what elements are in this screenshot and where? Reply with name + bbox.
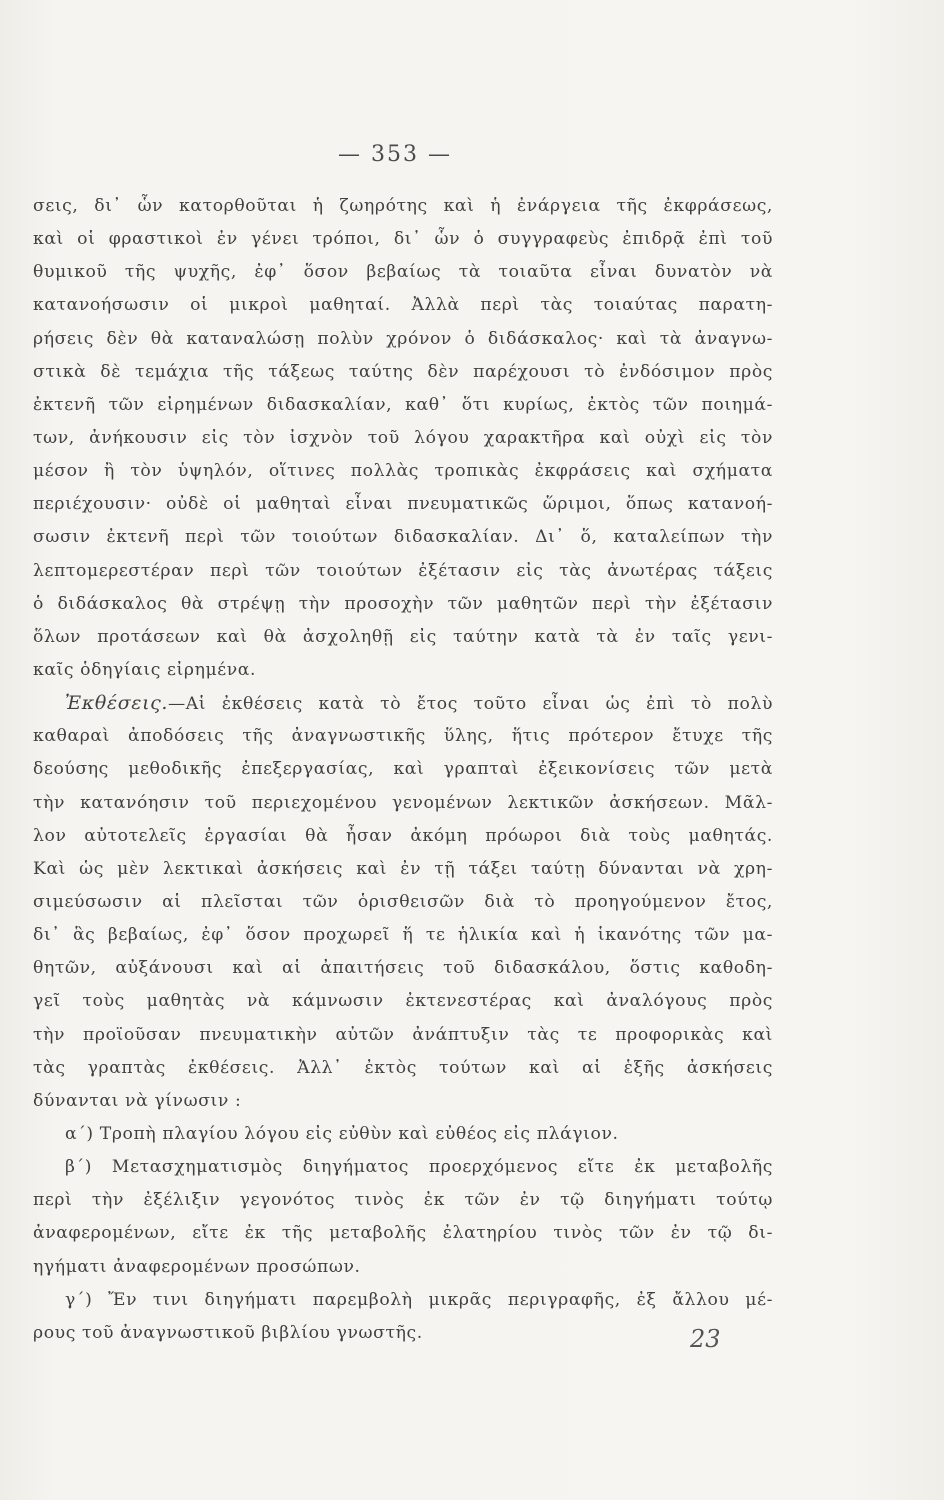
list-item: β΄) Μετασχηματισμὸς διηγήματος προερχόμενος εἴτε ἐκ μεταβολῆς bbox=[65, 1157, 773, 1178]
text-line: ηγήματι ἀναφερομένων προσώπων. bbox=[33, 1256, 361, 1277]
text-line: τὴν προϊοῦσαν πνευματικὴν αὐτῶν ἀνάπτυξιν τὰς τε προφορικὰς καὶ bbox=[33, 1024, 773, 1045]
text-line: κατανοήσωσιν οἱ μικροὶ μαθηταί. Ἀλλὰ περὶ τὰς τοιαύτας παρατη- bbox=[33, 295, 773, 316]
text-line: ὅλων προτάσεων καὶ θὰ ἀσχοληθῇ εἰς ταύτην κατὰ τὰ ἐν ταῖς γενι- bbox=[33, 626, 773, 647]
page-number: — 353 — bbox=[338, 142, 452, 167]
text-line: θητῶν, αὐξάνουσι καὶ αἱ ἀπαιτήσεις τοῦ διδασκάλου, ὅστις καθοδη- bbox=[33, 958, 773, 979]
text-line: σιμεύσωσιν αἱ πλεῖσται τῶν ὁρισθεισῶν διὰ τὸ προηγούμενον ἔτος, bbox=[33, 891, 773, 912]
section-heading-line bbox=[33, 687, 773, 720]
text-line: μέσον ἢ τὸν ὑψηλόν, οἵτινες πολλὰς τροπικὰς ἐκφράσεις καὶ σχήματα bbox=[33, 461, 773, 482]
section-heading-text: —Αἱ ἐκθέσεις κατὰ τὸ ἔτος τοῦτο εἶναι ὡς ἐπὶ τὸ πολὺ bbox=[168, 694, 773, 715]
body-text bbox=[33, 190, 773, 1350]
text-line: Καὶ ὡς μὲν λεκτικαὶ ἀσκήσεις καὶ ἐν τῇ τάξει ταύτῃ δύνανται νὰ χρη- bbox=[33, 858, 773, 879]
section-heading: Ἐκθέσεις. bbox=[65, 692, 168, 715]
text-line: δεούσης μεθοδικῆς ἐπεξεργασίας, καὶ γραπταὶ ἐξεικονίσεις τῶν μετὰ bbox=[33, 759, 773, 780]
text-line: καθαραὶ ἀποδόσεις τῆς ἀναγνωστικῆς ὕλης, ἥτις πρότερον ἔτυχε τῆς bbox=[33, 726, 773, 747]
text-line: τὴν κατανόησιν τοῦ περιεχομένου γενομένων λεκτικῶν ἀσκήσεων. Μᾶλ- bbox=[33, 792, 773, 813]
text-line: περιέχουσιν· οὐδὲ οἱ μαθηταὶ εἶναι πνευματικῶς ὥριμοι, ὅπως κατανοή- bbox=[33, 494, 773, 515]
text-line: καῖς ὁδηγίαις εἰρημένα. bbox=[33, 659, 257, 680]
list-item: α΄) Τροπὴ πλαγίου λόγου εἰς εὐθὺν καὶ εὐθέος εἰς πλάγιον. bbox=[65, 1123, 619, 1144]
text-line: ἐκτενῆ τῶν εἰρημένων διδασκαλίαν, καθ᾽ ὅτι κυρίως, ἐκτὸς τῶν ποιημά- bbox=[33, 394, 773, 415]
text-line: των, ἀνήκουσιν εἰς τὸν ἰσχνὸν τοῦ λόγου χαρακτῆρα καὶ οὐχὶ εἰς τὸν bbox=[33, 427, 773, 448]
text-line: σωσιν ἐκτενῆ περὶ τῶν τοιούτων διδασκαλίαν. Δι᾽ ὅ, καταλείπων τὴν bbox=[33, 527, 773, 548]
text-line: ἀναφερομένων, εἴτε ἐκ τῆς μεταβολῆς ἐλατηρίου τινὸς τῶν ἐν τῷ δι- bbox=[33, 1223, 773, 1244]
text-line: γεῖ τοὺς μαθητὰς νὰ κάμνωσιν ἐκτενεστέρας καὶ ἀναλόγους πρὸς bbox=[33, 991, 773, 1012]
text-line: τὰς γραπτὰς ἐκθέσεις. Ἀλλ᾽ ἐκτὸς τούτων καὶ αἱ ἑξῆς ἀσκήσεις bbox=[33, 1057, 773, 1078]
text-line: στικὰ δὲ τεμάχια τῆς τάξεως ταύτης δὲν παρέχουσι τὸ ἐνδόσιμον πρὸς bbox=[33, 361, 773, 382]
text-line: ρους τοῦ ἀναγνωστικοῦ βιβλίου γνωστῆς. bbox=[33, 1322, 423, 1343]
text-line: λον αὐτοτελεῖς ἐργασίαι θὰ ἦσαν ἀκόμη πρόωροι διὰ τοὺς μαθητάς. bbox=[33, 825, 773, 846]
text-line: λεπτομερεστέραν περὶ τῶν τοιούτων ἐξέτασιν εἰς τὰς ἀνωτέρας τάξεις bbox=[33, 560, 773, 581]
text-line: θυμικοῦ τῆς ψυχῆς, ἐφ᾽ ὅσον βεβαίως τὰ τοιαῦτα εἶναι δυνατὸν νὰ bbox=[33, 262, 773, 283]
list-item: γ΄) Ἔν τινι διηγήματι παρεμβολὴ μικρᾶς περιγραφῆς, ἐξ ἄλλου μέ- bbox=[65, 1289, 773, 1310]
text-line: δύνανται νὰ γίνωσιν : bbox=[33, 1090, 242, 1111]
text-line: δι᾽ ἃς βεβαίως, ἐφ᾽ ὅσον προχωρεῖ ἥ τε ἡλικία καὶ ἡ ἱκανότης τῶν μα- bbox=[33, 925, 773, 946]
signature-mark: 23 bbox=[690, 1325, 721, 1353]
text-line: καὶ οἱ φραστικοὶ ἐν γένει τρόποι, δι᾽ ὧν ὁ συγγραφεὺς ἐπιδρᾷ ἐπὶ τοῦ bbox=[33, 229, 773, 250]
text-line: ὁ διδάσκαλος θὰ στρέψῃ τὴν προσοχὴν τῶν μαθητῶν περὶ τὴν ἐξέτασιν bbox=[33, 593, 773, 614]
text-line: περὶ τὴν ἐξέλιξιν γεγονότος τινὸς ἐκ τῶν ἐν τῷ διηγήματι τούτῳ bbox=[33, 1190, 773, 1211]
text-line: σεις, δι᾽ ὧν κατορθοῦται ἡ ζωηρότης καὶ ἡ ἐνάργεια τῆς ἐκφράσεως, bbox=[33, 196, 773, 216]
text-line: ρήσεις δὲν θὰ καταναλώσῃ πολὺν χρόνον ὁ διδάσκαλος· καὶ τὰ ἀναγνω- bbox=[33, 328, 773, 349]
